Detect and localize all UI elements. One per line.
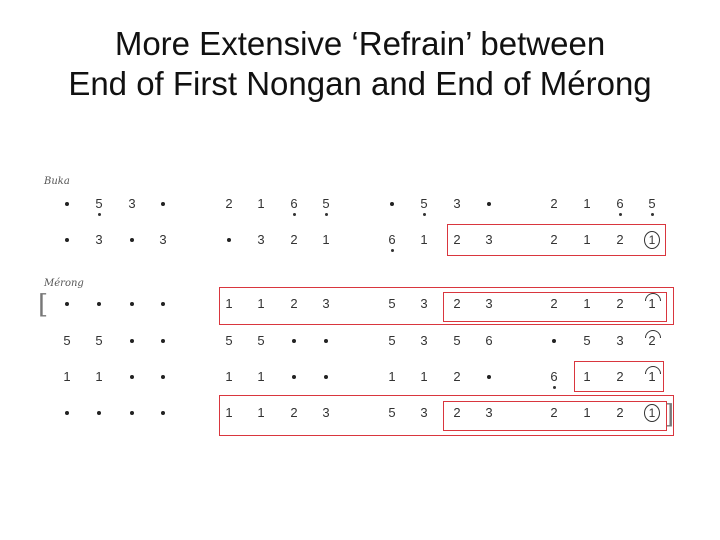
notation-cell: 6 bbox=[608, 194, 632, 214]
notation-cell: 5 bbox=[453, 333, 461, 348]
notation-cell: 5 bbox=[314, 194, 338, 214]
notation-cell: 6 bbox=[542, 367, 566, 387]
notation-cell: 2 bbox=[290, 296, 298, 311]
rest-dot bbox=[477, 194, 501, 214]
notation-cell: 2 bbox=[616, 296, 624, 311]
notation-cell: 2 bbox=[453, 296, 461, 311]
notation-cell: 2 bbox=[290, 232, 298, 247]
notation-cell: 2 bbox=[550, 232, 558, 247]
rest-dot bbox=[217, 230, 241, 250]
rest-dot bbox=[151, 367, 175, 387]
notation-cell: 2 bbox=[290, 405, 298, 420]
repeat-close-bracket: ] bbox=[664, 400, 675, 430]
notation-cell: 1 bbox=[225, 369, 233, 384]
notation-cell: 2 bbox=[616, 405, 624, 420]
notation-cell: 5 bbox=[388, 405, 396, 420]
notation-cell: 3 bbox=[420, 296, 428, 311]
circled-gong-number: 1 bbox=[644, 404, 660, 422]
rest-dot bbox=[55, 194, 79, 214]
rest-dot bbox=[55, 403, 79, 423]
notation-cell: 1 bbox=[388, 369, 396, 384]
notation-cell: 3 bbox=[616, 333, 624, 348]
notation-cell bbox=[640, 403, 664, 423]
rest-dot bbox=[120, 294, 144, 314]
notation-cell: 5 bbox=[412, 194, 436, 214]
notation-cell: 3 bbox=[95, 232, 103, 247]
notation-cell: 2 bbox=[453, 369, 461, 384]
rest-dot bbox=[120, 331, 144, 351]
rest-dot bbox=[314, 367, 338, 387]
notation-cell: 5 bbox=[583, 333, 591, 348]
rest-dot bbox=[314, 331, 338, 351]
rest-dot bbox=[282, 331, 306, 351]
notation-cell: 3 bbox=[420, 333, 428, 348]
notation-cell: 2 bbox=[640, 331, 664, 351]
notation-cell: 2 bbox=[550, 405, 558, 420]
rest-dot bbox=[542, 331, 566, 351]
notation-cell: 3 bbox=[420, 405, 428, 420]
notation-cell: 1 bbox=[257, 369, 265, 384]
notation-cell: 5 bbox=[388, 296, 396, 311]
notation-cell: 3 bbox=[159, 232, 167, 247]
rest-dot bbox=[120, 230, 144, 250]
circled-gong-number: 1 bbox=[644, 231, 660, 249]
rest-dot bbox=[151, 403, 175, 423]
notation-cell: 1 bbox=[420, 369, 428, 384]
notation-cell: 5 bbox=[63, 333, 71, 348]
notation-cell: 5 bbox=[257, 333, 265, 348]
notation-cell: 2 bbox=[616, 369, 624, 384]
notation-cell: 2 bbox=[616, 232, 624, 247]
notation-cell: 1 bbox=[640, 367, 664, 387]
title-line-1: More Extensive ‘Refrain’ between bbox=[114, 25, 606, 62]
rest-dot bbox=[151, 294, 175, 314]
rest-dot bbox=[151, 194, 175, 214]
rest-dot bbox=[87, 294, 111, 314]
notation-cell: 2 bbox=[453, 405, 461, 420]
rest-dot bbox=[120, 367, 144, 387]
notation-cell: 2 bbox=[225, 196, 233, 211]
notation-cell: 1 bbox=[322, 232, 330, 247]
notation-cell: 1 bbox=[583, 196, 591, 211]
notation-cell: 5 bbox=[87, 194, 111, 214]
notation-cell: 3 bbox=[257, 232, 265, 247]
notation-cell: 2 bbox=[550, 296, 558, 311]
notation-cell: 1 bbox=[583, 232, 591, 247]
buka-label: Buka bbox=[44, 176, 70, 187]
notation-cell: 2 bbox=[550, 196, 558, 211]
notation-cell: 2 bbox=[453, 232, 461, 247]
rest-dot bbox=[120, 403, 144, 423]
rest-dot bbox=[55, 294, 79, 314]
notation-cell: 3 bbox=[322, 296, 330, 311]
notation-cell: 6 bbox=[282, 194, 306, 214]
notation-cell: 1 bbox=[257, 196, 265, 211]
title-line-2: End of First Nongan and End of Mérong bbox=[68, 65, 652, 102]
notation-cell: 6 bbox=[485, 333, 493, 348]
rest-dot bbox=[151, 331, 175, 351]
rest-dot bbox=[87, 403, 111, 423]
notation-cell: 1 bbox=[583, 405, 591, 420]
slide-title bbox=[0, 24, 720, 104]
rest-dot bbox=[477, 367, 501, 387]
merong-label: Mérong bbox=[44, 278, 84, 289]
notation-cell: 5 bbox=[388, 333, 396, 348]
notation-cell: 1 bbox=[583, 369, 591, 384]
notation-cell: 1 bbox=[583, 296, 591, 311]
notation-cell: 1 bbox=[640, 294, 664, 314]
notation-cell: 1 bbox=[420, 232, 428, 247]
rest-dot bbox=[380, 194, 404, 214]
notation-cell: 1 bbox=[95, 369, 103, 384]
rest-dot bbox=[55, 230, 79, 250]
notation-cell bbox=[640, 230, 664, 250]
notation-cell: 6 bbox=[380, 230, 404, 250]
notation-cell: 3 bbox=[453, 196, 461, 211]
notation-cell: 3 bbox=[485, 232, 493, 247]
rest-dot bbox=[282, 367, 306, 387]
notation-cell: 3 bbox=[485, 405, 493, 420]
notation-cell: 3 bbox=[485, 296, 493, 311]
notation-cell: 1 bbox=[225, 296, 233, 311]
notation-cell: 3 bbox=[322, 405, 330, 420]
notation-cell: 5 bbox=[640, 194, 664, 214]
notation-cell: 1 bbox=[225, 405, 233, 420]
notation-cell: 5 bbox=[95, 333, 103, 348]
notation-cell: 3 bbox=[128, 196, 136, 211]
notation-cell: 1 bbox=[257, 405, 265, 420]
notation-cell: 5 bbox=[225, 333, 233, 348]
notation-cell: 1 bbox=[63, 369, 71, 384]
notation-cell: 1 bbox=[257, 296, 265, 311]
repeat-open-bracket: [ bbox=[38, 290, 49, 320]
